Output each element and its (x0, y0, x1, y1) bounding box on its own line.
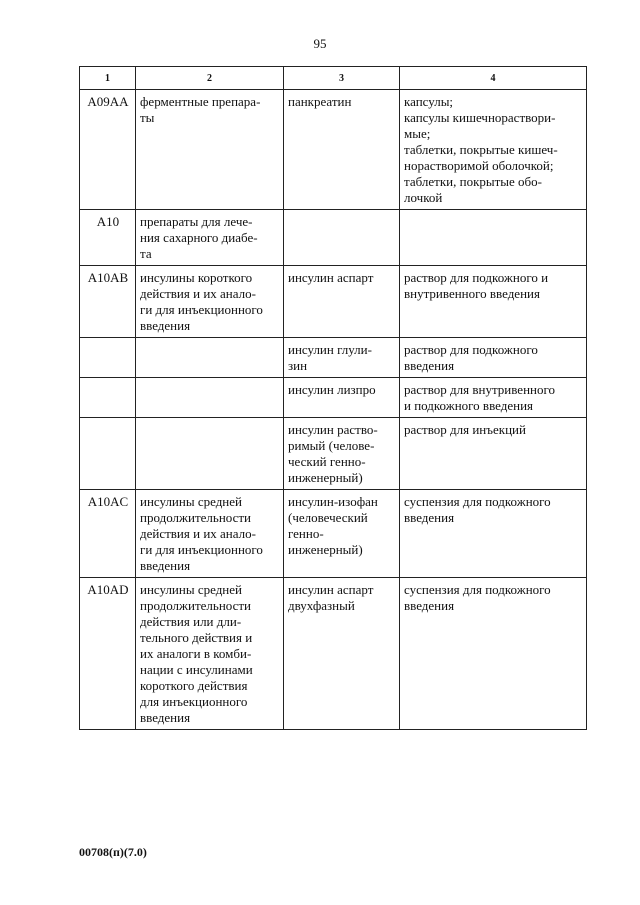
table-row (80, 578, 587, 730)
table-row (80, 378, 587, 418)
header-cell-1: 1 (80, 67, 136, 90)
header-cell-2: 2 (136, 67, 284, 90)
table-row (80, 338, 587, 378)
atc-code-cell: A10 (80, 210, 136, 266)
anatomical-group-cell (136, 418, 284, 490)
header-cell-4: 4 (400, 67, 587, 90)
substance-cell: инсулин лизпро (284, 378, 400, 418)
dosage-form-cell: раствор для подкожного и внутривенного введения (400, 266, 587, 338)
atc-code-cell: A10AB (80, 266, 136, 338)
anatomical-group-cell (136, 378, 284, 418)
drug-table (79, 66, 587, 730)
anatomical-group-cell: препараты для лече- ния сахарного диабе- та (136, 210, 284, 266)
page-number: 95 (313, 36, 327, 51)
atc-code-cell: A09AA (80, 90, 136, 210)
anatomical-group-cell (136, 338, 284, 378)
dosage-form-cell: раствор для подкожного введения (400, 338, 587, 378)
substance-cell: панкреатин (284, 90, 400, 210)
table-row (80, 418, 587, 490)
substance-cell: инсулин глули- зин (284, 338, 400, 378)
substance-cell: инсулин аспарт двухфазный (284, 578, 400, 730)
anatomical-group-cell: инсулины средней продолжительности действия и их анало- ги для инъекционного введения (136, 490, 284, 578)
atc-code-cell (80, 378, 136, 418)
dosage-form-cell: раствор для внутривенного и подкожного введения (400, 378, 587, 418)
table-row (80, 266, 587, 338)
dosage-form-cell: суспензия для подкожного введения (400, 578, 587, 730)
anatomical-group-cell: ферментные препара- ты (136, 90, 284, 210)
table-header-row (80, 67, 587, 90)
substance-cell (284, 210, 400, 266)
atc-code-cell (80, 338, 136, 378)
atc-code-cell: A10AC (80, 490, 136, 578)
substance-cell: инсулин раство- римый (челове- ческий генно- инженерный) (284, 418, 400, 490)
atc-code-cell: A10AD (80, 578, 136, 730)
table-row (80, 90, 587, 210)
dosage-form-cell (400, 210, 587, 266)
anatomical-group-cell: инсулины средней продолжительности действия или дли- тельного действия и их аналоги в комби- нации с инсулинами короткого действия для инъекционного введения (136, 578, 284, 730)
dosage-form-cell: капсулы; капсулы кишечнораствори- мые; таблетки, покрытые кишеч- норастворимой оболочкой; таблетки, покрытые обо- лочкой (400, 90, 587, 210)
dosage-form-cell: суспензия для подкожного введения (400, 490, 587, 578)
substance-cell: инсулин-изофан (человеческий генно- инженерный) (284, 490, 400, 578)
substance-cell: инсулин аспарт (284, 266, 400, 338)
document-footer-code: 00708(п)(7.0) (79, 845, 147, 859)
atc-code-cell (80, 418, 136, 490)
dosage-form-cell: раствор для инъекций (400, 418, 587, 490)
anatomical-group-cell: инсулины короткого действия и их анало- ги для инъекционного введения (136, 266, 284, 338)
table-row (80, 490, 587, 578)
table-row (80, 210, 587, 266)
header-cell-3: 3 (284, 67, 400, 90)
